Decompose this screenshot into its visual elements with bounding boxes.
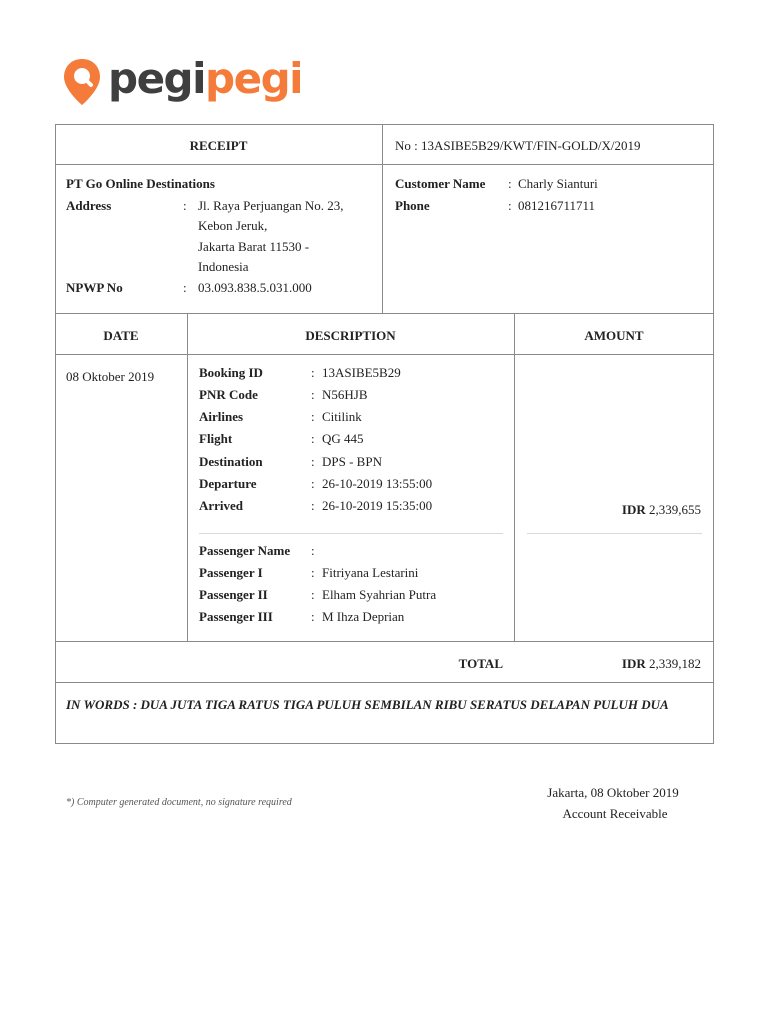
- detail-value: DPS - BPN: [322, 454, 382, 469]
- transaction-date: 08 Oktober 2019: [66, 369, 155, 384]
- detail-value: N56HJB: [322, 387, 368, 402]
- brand-part2: pegi: [205, 54, 303, 103]
- phone-label: Phone: [395, 198, 430, 213]
- npwp-label: NPWP No: [66, 280, 123, 295]
- amount-header: AMOUNT: [584, 328, 644, 343]
- detail-value: 26-10-2019 15:35:00: [322, 498, 433, 513]
- amount-in-words: IN WORDS : DUA JUTA TIGA RATUS TIGA PULUH SEMBILAN RIBU SERATUS DELAPAN PULUH DUA: [66, 697, 669, 712]
- passenger-label: Passenger III: [199, 609, 273, 624]
- detail-colon: :: [311, 431, 315, 446]
- total-label: TOTAL: [458, 656, 503, 671]
- detail-label: Destination: [199, 454, 263, 469]
- detail-label: Departure: [199, 476, 257, 491]
- customer-name-label: Customer Name: [395, 176, 486, 191]
- passenger-value: M Ihza Deprian: [322, 609, 405, 624]
- address-line: Indonesia: [198, 259, 249, 274]
- passenger-colon: :: [311, 609, 315, 624]
- address-colon: :: [183, 198, 187, 213]
- phone-value: 081216711711: [518, 198, 596, 213]
- divider: [527, 533, 702, 534]
- passenger-value: Fitriyana Lestarini: [322, 565, 419, 580]
- passenger-label: Passenger Name: [199, 543, 291, 558]
- detail-value: 26-10-2019 13:55:00: [322, 476, 433, 491]
- detail-colon: :: [311, 498, 315, 513]
- total-amount: [622, 656, 701, 672]
- detail-value: 13ASIBE5B29: [322, 365, 401, 380]
- detail-label: PNR Code: [199, 387, 258, 402]
- detail-value: Citilink: [322, 409, 362, 424]
- detail-label: Flight: [199, 431, 233, 446]
- divider: [199, 533, 503, 534]
- customer-name-colon: :: [508, 176, 512, 191]
- location-pin-icon: [62, 57, 102, 107]
- address-label: Address: [66, 198, 112, 213]
- brand-part1: pegi: [108, 54, 206, 103]
- amount-value: 2,339,655: [649, 502, 701, 517]
- date-header: DATE: [103, 328, 139, 343]
- detail-colon: :: [311, 409, 315, 424]
- computer-generated-note: *) Computer generated document, no signature required: [66, 797, 292, 808]
- detail-label: Airlines: [199, 409, 244, 424]
- detail-value: QG 445: [322, 431, 364, 446]
- description-header: DESCRIPTION: [305, 328, 396, 343]
- customer-name: Charly Sianturi: [518, 176, 598, 191]
- npwp-value: 03.093.838.5.031.000: [198, 280, 312, 295]
- npwp-colon: :: [183, 280, 187, 295]
- receipt-title: RECEIPT: [189, 138, 248, 153]
- line-amount: [622, 502, 701, 518]
- pegipegi-logo: [62, 56, 302, 108]
- passenger-colon: :: [311, 543, 315, 558]
- total-value: 2,339,182: [649, 656, 701, 671]
- total-currency: IDR: [621, 656, 646, 671]
- company-name: PT Go Online Destinations: [66, 176, 215, 191]
- detail-colon: :: [311, 387, 315, 402]
- detail-colon: :: [311, 365, 315, 380]
- detail-colon: :: [311, 454, 315, 469]
- passenger-label: Passenger I: [199, 565, 263, 580]
- passenger-colon: :: [311, 587, 315, 602]
- detail-colon: :: [311, 476, 315, 491]
- receipt-number: No : 13ASIBE5B29/KWT/FIN-GOLD/X/2019: [395, 138, 641, 153]
- address-line: Jakarta Barat 11530 -: [198, 239, 310, 254]
- detail-label: Arrived: [199, 498, 244, 513]
- detail-label: Booking ID: [199, 365, 263, 380]
- passenger-colon: :: [311, 565, 315, 580]
- passenger-value: Elham Syahrian Putra: [322, 587, 437, 602]
- phone-colon: :: [508, 198, 512, 213]
- place-date: Jakarta, 08 Oktober 2019: [547, 785, 679, 800]
- brand-wordmark: [108, 54, 303, 103]
- amount-currency: IDR: [621, 502, 646, 517]
- department: Account Receivable: [562, 806, 668, 821]
- address-line: Kebon Jeruk,: [198, 218, 268, 233]
- address-line: Jl. Raya Perjuangan No. 23,: [198, 198, 344, 213]
- passenger-label: Passenger II: [199, 587, 268, 602]
